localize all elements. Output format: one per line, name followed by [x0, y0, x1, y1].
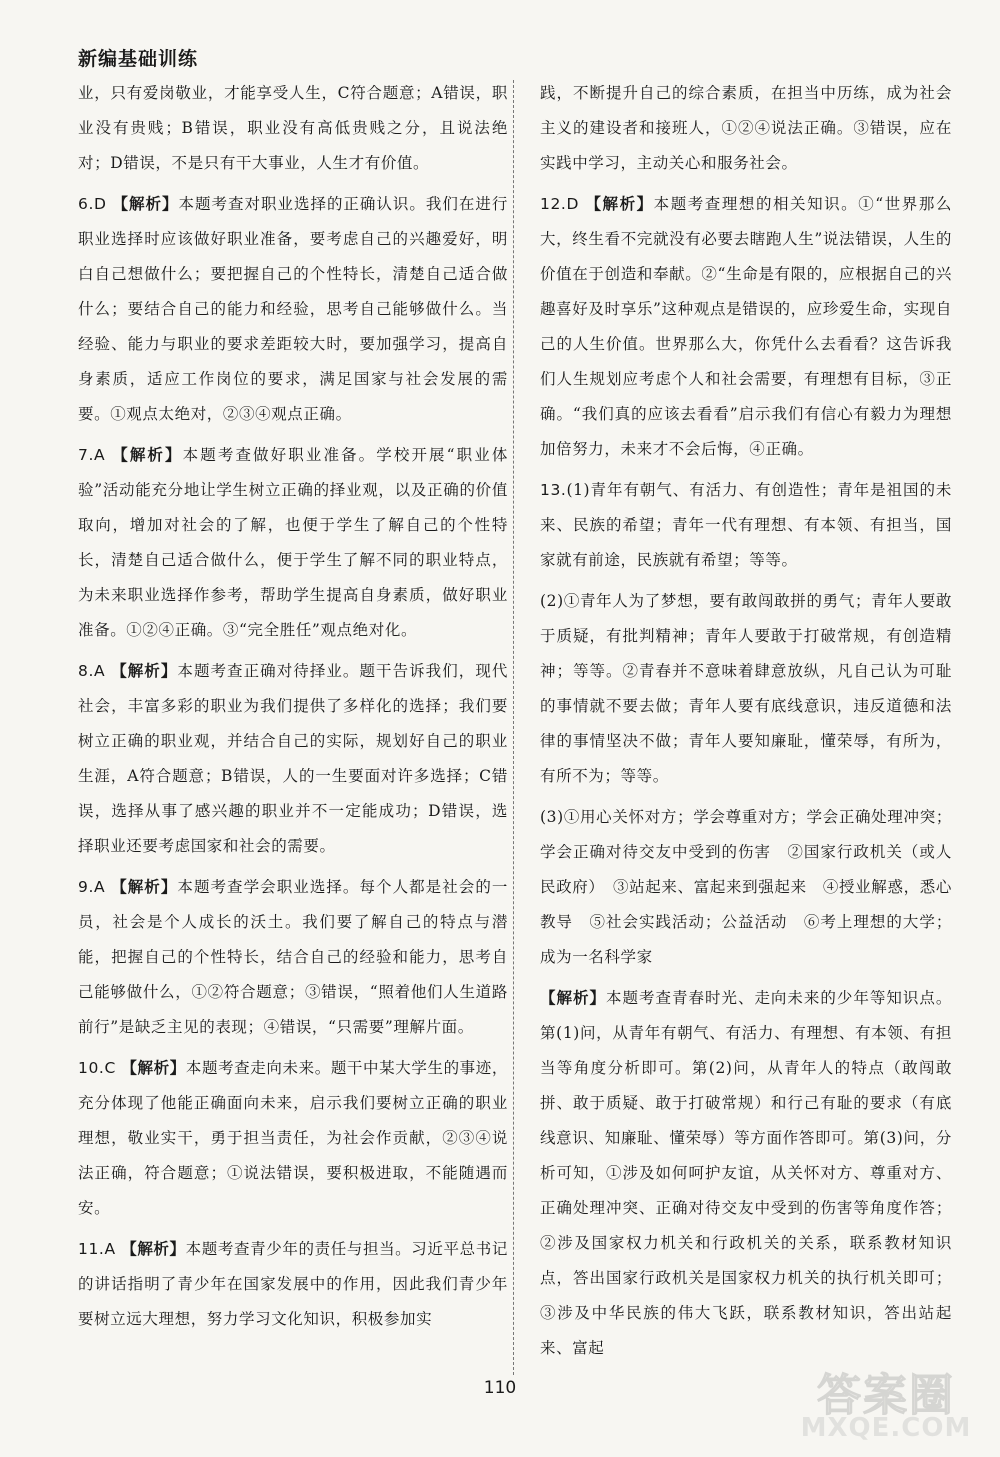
watermark-en: MXQE.COM — [800, 1413, 972, 1443]
answer-13-part-2: (2)①青年人为了梦想，要有敢闯敢拼的勇气；青年人要敢于质疑，有批判精神；青年人要敢于打破常规，有创造精神；等等。②青春并不意味着肆意放纵，凡自己认为可耻的事情就不要去做；青年人要有底线意识，违反道德和法律的事情坚决不做；青年人要知廉耻，懂荣辱，有所为，有所不为；等等。 — [540, 592, 952, 785]
answer-7: 7.A 【解析】本题考查做好职业准备。学校开展“职业体验”活动能充分地让学生树立正确的择业观，以及正确的价值取向，增加对社会的了解，也便于学生了解自己的个性特长，清楚自己适合做什么，便于学生了解不同的职业特点，为未来职业选择作参考，帮助学生提高自身素质，做好职业准备。①②④正确。③“完全胜任”观点绝对化。 — [78, 446, 508, 639]
answer-13-part-1: 13.(1)青年有朝气、有活力、有创造性；青年是祖国的未来、民族的希望；青年一代有理想、有本领、有担当，国家就有前途，民族就有希望；等等。 — [540, 481, 952, 569]
answer-12: 12.D 【解析】本题考查理想的相关知识。①“世界那么大，终生看不完就没有必要去瞎跑人生”说法错误，人生的价值在于创造和奉献。②“生命是有限的，应根据自己的兴趣喜好及时享乐”这种观点是错误的，应珍爱生命，实现自己的人生价值。世界那么大，你凭什么去看看？这告诉我们人生规划应考虑个人和社会需要，有理想有目标，③正确。“我们真的应该去看看”启示我们有信心有毅力为理想加倍努力，未来才不会后悔，④正确。 — [540, 195, 952, 458]
answer-block: 业，只有爱岗敬业，才能享受人生，C符合题意；A错误，职业没有贵贱；B错误，职业没有高低贵贱之分，且说法绝对；D错误，不是只有干大事业，人生才有价值。 — [78, 84, 508, 172]
page-number: 110 — [483, 1378, 517, 1398]
answer-10: 10.C 【解析】本题考查走向未来。题干中某大学生的事迹，充分体现了他能正确面向未来，启示我们要树立正确的职业理想，敬业实干，勇于担当责任，为社会作贡献，②③④说法正确，符合题意；①说法错误，要积极进取，不能随遇而安。 — [78, 1059, 508, 1217]
answer-8: 8.A 【解析】本题考查正确对待择业。题干告诉我们，现代社会，丰富多彩的职业为我们提供了多样化的选择；我们要树立正确的职业观，并结合自己的实际，规划好自己的职业生涯，A符合题意；B错误，人的一生要面对许多选择；C错误，选择从事了感兴趣的职业并不一定能成功；D错误，选择职业还要考虑国家和社会的需要。 — [78, 662, 508, 855]
answer-13-part-3: (3)①用心关怀对方；学会尊重对方；学会正确处理冲突；学会正确对待交友中受到的伤害 ②国家行政机关（或人民政府） ③站起来、富起来到强起来 ④授业解惑，悉心教导 ⑤社会实践活动；公益活动 ⑥考上理想的大学；成为一名科学家 — [540, 808, 952, 966]
watermark-cn: 答案圈 — [817, 1370, 955, 1421]
page-header-title: 新编基础训练 — [78, 48, 199, 70]
answer-13-analysis: 【解析】本题考查青春时光、走向未来的少年等知识点。第(1)问，从青年有朝气、有活力、有理想、有本领、有担当等角度分析即可。第(2)问，从青年人的特点（敢闯敢拼、敢于质疑、敢于打破常规）和行己有耻的要求（有底线意识、知廉耻、懂荣辱）等方面作答即可。第(3)问，分析可知，①涉及如何呵护友谊，从关怀对方、尊重对方、正确处理冲突、正确对待交友中受到的伤害等角度作答；②涉及国家权力机关和行政机关的关系，联系教材知识点，答出国家行政机关是国家权力机关的执行机关即可；③涉及中华民族的伟大飞跃，联系教材知识，答出站起来、富起 — [540, 989, 952, 1357]
answer-6: 6.D 【解析】本题考查对职业选择的正确认识。我们在进行职业选择时应该做好职业准备，要考虑自己的兴趣爱好，明白自己想做什么；要把握自己的个性特长，清楚自己适合做什么；要结合自己的能力和经验，思考自己能够做什么。当经验、能力与职业的要求差距较大时，要加强学习，提高自身素质，适应工作岗位的要求，满足国家与社会发展的需要。①观点太绝对，②③④观点正确。 — [78, 195, 509, 423]
column-divider — [513, 80, 514, 1375]
right-column — [540, 76, 952, 1372]
answer-9: 9.A 【解析】本题考查学会职业选择。每个人都是社会的一员，社会是个人成长的沃土。我们要了解自己的特点与潜能，把握自己的个性特长，结合自己的经验和能力，思考自己能够做什么，①②符合题意；③错误，“照着他们人生道路前行”是缺乏主见的表现；④错误，“只需要”理解片面。 — [78, 878, 508, 1036]
answer-11-continued: 践，不断提升自己的综合素质，在担当中历练，成为社会主义的建设者和接班人，①②④说法正确。③错误，应在实践中学习，主动关心和服务社会。 — [540, 84, 952, 172]
answer-11: 11.A 【解析】本题考查青少年的责任与担当。习近平总书记的讲话指明了青少年在国家发展中的作用，因此我们青少年要树立远大理想，努力学习文化知识，积极参加实 — [78, 1240, 508, 1328]
left-column — [78, 76, 508, 1343]
watermark-logo — [786, 1359, 986, 1449]
